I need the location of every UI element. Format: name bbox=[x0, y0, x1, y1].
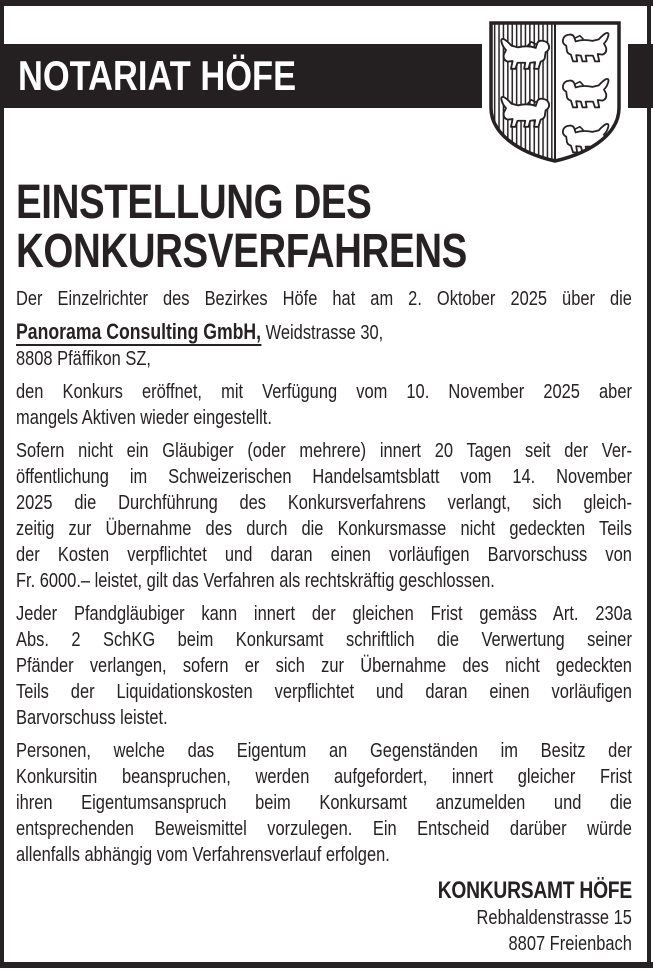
office-street: Rebhaldenstrasse 15 bbox=[476, 906, 632, 929]
intro-paragraph bbox=[16, 286, 632, 312]
text-line: EINSTELLUNG DES bbox=[16, 176, 372, 229]
right-rule bbox=[647, 0, 651, 968]
paragraph-deadline bbox=[16, 438, 632, 594]
bottom-rule bbox=[0, 962, 653, 968]
debtor-city: 8808 Pfäffikon SZ, bbox=[16, 347, 151, 370]
text-line: zeitig zur Übernahme des durch die Konkursmasse nicht gedeckten Teils bbox=[16, 517, 632, 540]
text-line: Personen, welche das Eigentum an Gegenständen im Besitz der bbox=[16, 739, 632, 762]
text-line: Der Einzelrichter des Bezirkes Höfe hat am 2. Oktober 2025 über die bbox=[16, 287, 632, 310]
text-line: der Kosten verpflichtet und daran einen vorläufigen Barvorschuss von bbox=[16, 543, 632, 566]
paragraph-pledge bbox=[16, 601, 632, 731]
paragraph-property bbox=[16, 738, 632, 868]
text-line: öffentlichung im Schweizerischen Handelsamtsblatt vom 14. November bbox=[16, 465, 632, 488]
text-line: mangels Aktiven wieder eingestellt. bbox=[16, 406, 272, 429]
debtor-block bbox=[16, 319, 632, 372]
office-name: KONKURSAMT HÖFE bbox=[437, 877, 632, 904]
coat-of-arms bbox=[482, 14, 628, 170]
text-line: allenfalls abhängig vom Verfahrensverlauf erfolgen. bbox=[16, 843, 390, 866]
paragraph-opening bbox=[16, 379, 632, 431]
text-line: Sofern nicht ein Gläubiger (oder mehrere) innert 20 Tagen seit der Ver- bbox=[16, 439, 632, 462]
debtor-street: Weidstrasse 30, bbox=[261, 321, 384, 344]
text-line: Jeder Pfandgläubiger kann innert der gleichen Frist gemäss Art. 230a bbox=[16, 602, 632, 625]
text-line: Pfänder verlangen, sofern er sich zur Übernahme des nicht gedeckten bbox=[16, 654, 632, 677]
top-rule bbox=[0, 0, 653, 6]
notice-title bbox=[16, 178, 632, 276]
office-city: 8807 Freienbach bbox=[508, 932, 632, 955]
notice-content bbox=[16, 178, 632, 957]
text-line: entsprechenden Beweismittel vorzulegen. Ein Entscheid darüber würde bbox=[16, 817, 632, 840]
text-line: Barvorschuss leistet. bbox=[16, 706, 168, 729]
text-line: Abs. 2 SchKG beim Konkursamt schriftlich die Verwertung seiner bbox=[16, 628, 632, 651]
text-line: ihren Eigentumsanspruch beim Konkursamt anzumelden und die bbox=[16, 791, 632, 814]
hoefe-coat-of-arms-icon bbox=[488, 20, 622, 164]
left-rule bbox=[0, 0, 4, 968]
debtor-line bbox=[16, 319, 632, 346]
text-line: Konkursitin beanspruchen, werden aufgefordert, innert gleicher Frist bbox=[16, 765, 632, 788]
text-line: Teils der Liquidationskosten verpflichtet und daran einen vorläufigen bbox=[16, 680, 632, 703]
masthead-title: NOTARIAT HÖFE bbox=[18, 52, 297, 99]
text-line: 2025 die Durchführung des Konkursverfahrens verlangt, sich gleich- bbox=[16, 491, 632, 514]
signature-block bbox=[16, 877, 632, 957]
text-line: den Konkurs eröffnet, mit Verfügung vom 10. November 2025 aber bbox=[16, 380, 632, 403]
text-line: Fr. 6000.– leistet, gilt das Verfahren als rechtskräftig geschlossen. bbox=[16, 569, 495, 592]
debtor-name: Panorama Consulting GmbH, bbox=[16, 319, 262, 344]
text-line: KONKURSVERFAHRENS bbox=[16, 225, 467, 278]
